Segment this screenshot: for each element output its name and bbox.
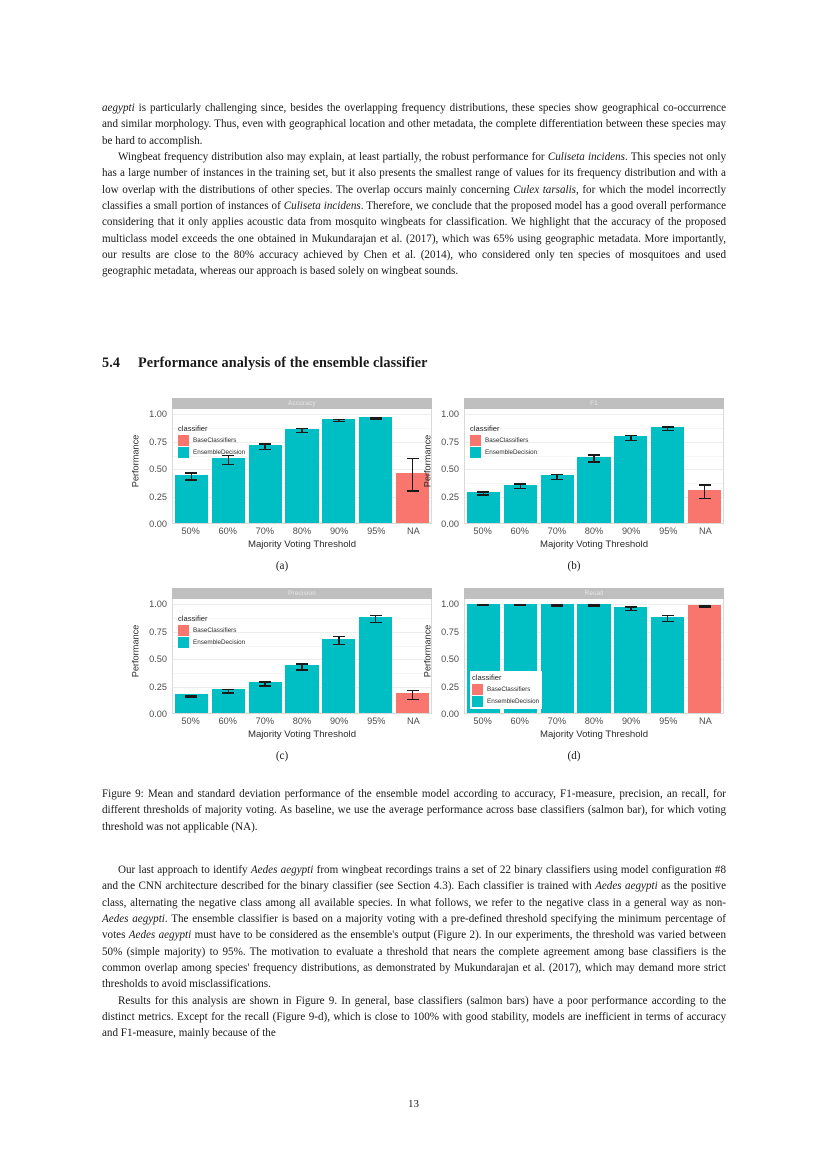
plot-area <box>464 588 724 714</box>
y-tick-label: 1.00 <box>441 409 459 420</box>
error-bar-cap <box>588 454 600 455</box>
y-axis-label: Performance <box>130 434 141 488</box>
bar <box>249 682 282 713</box>
error-bar-cap <box>222 464 234 465</box>
y-tick-label: 0.25 <box>149 681 167 692</box>
legend-item <box>472 684 539 695</box>
error-bar-cap <box>662 426 674 427</box>
y-tick-label: 0.75 <box>441 626 459 637</box>
y-tick-label: 0.50 <box>149 464 167 475</box>
legend-label: BaseClassifiers <box>487 686 531 693</box>
bar <box>285 429 318 523</box>
x-tick-label: 95% <box>659 526 678 536</box>
legend-item <box>470 447 537 458</box>
y-tick-label: 0.75 <box>441 436 459 447</box>
y-axis-ticks <box>142 588 170 719</box>
error-bar-cap <box>625 610 637 611</box>
section-number: 5.4 <box>102 355 121 371</box>
error-bar-cap <box>259 443 271 444</box>
x-axis-ticks <box>172 716 432 729</box>
error-bar-cap <box>296 669 308 670</box>
y-tick-label: 0.00 <box>149 709 167 719</box>
error-bar-cap <box>370 418 382 419</box>
x-tick-label: NA <box>699 716 712 726</box>
legend-label: BaseClassifiers <box>485 437 529 444</box>
paragraph-2 <box>102 149 726 280</box>
y-tick-label: 0.75 <box>149 436 167 447</box>
legend-item <box>470 435 537 446</box>
x-tick-label: 60% <box>510 716 529 726</box>
bar <box>651 617 684 713</box>
x-axis-label: Majority Voting Threshold <box>247 729 357 740</box>
y-tick-label: 0.25 <box>149 491 167 502</box>
error-bar-cap <box>662 615 674 616</box>
subcaption-a: (a) <box>275 560 289 572</box>
panel-background <box>172 599 432 714</box>
error-bar-cap <box>407 690 419 691</box>
error-bar-cap <box>222 689 234 690</box>
bar <box>541 604 574 713</box>
y-tick-label: 1.00 <box>441 599 459 610</box>
chart-legend <box>470 424 537 458</box>
panel-strip-title: F1 <box>464 398 724 409</box>
error-bar-cap <box>514 488 526 489</box>
y-axis-ticks <box>434 398 462 529</box>
error-bar-cap <box>296 432 308 433</box>
error-bar <box>412 690 413 699</box>
error-bar-cap <box>259 681 271 682</box>
legend-key-ensemble-decision <box>178 447 189 458</box>
x-tick-label: 70% <box>255 526 275 536</box>
x-tick-label: 50% <box>181 526 200 536</box>
x-tick-label: 95% <box>659 716 678 726</box>
y-tick-label: 1.00 <box>149 409 167 420</box>
plot-area <box>464 398 724 524</box>
bar <box>688 605 721 713</box>
x-tick-label: 70% <box>547 526 567 536</box>
y-tick-label: 1.00 <box>149 599 167 610</box>
legend-item <box>178 435 245 446</box>
error-bar-cap <box>662 621 674 622</box>
paragraph-block-bottom <box>102 862 726 1042</box>
panel-background <box>172 409 432 524</box>
page-number: 13 <box>408 1098 419 1110</box>
figure-panel-grid <box>102 398 726 762</box>
chart-panel-accuracy <box>132 398 432 558</box>
x-tick-label: NA <box>699 526 712 536</box>
panel-strip-title: Accuracy <box>172 398 432 409</box>
legend-item <box>178 637 245 648</box>
legend-title: classifier <box>178 424 208 433</box>
x-tick-label: NA <box>407 526 420 536</box>
error-bar-cap <box>407 699 419 700</box>
y-tick-label: 0.50 <box>441 654 459 665</box>
x-tick-label: 60% <box>218 526 237 536</box>
legend-key-base-classifiers <box>470 435 481 446</box>
bar <box>577 604 610 713</box>
error-bar-cap <box>259 685 271 686</box>
chart-panel-precision <box>132 588 432 748</box>
error-bar-cap <box>296 428 308 429</box>
x-tick-label: 80% <box>292 526 312 536</box>
y-tick-label: 0.00 <box>441 709 459 719</box>
panel-strip-title: Precision <box>172 588 432 599</box>
paragraph-4-text: Results for this analysis are shown in Figure 9. In general, base classifiers (salmon bars) have a poor performance according to the distinct metrics. Except for the recall (Figure 9-d), which is close to 100% with good stability, models are inefficient in terms of accuracy and F1-measure, mainly because of the <box>102 994 726 1040</box>
section-title: Performance analysis of the ensemble classifier <box>138 355 428 371</box>
error-bar-cap <box>185 472 197 473</box>
x-tick-label: 60% <box>218 716 237 726</box>
figure-9 <box>102 398 726 762</box>
y-tick-label: 0.25 <box>441 491 459 502</box>
legend-item <box>472 696 539 707</box>
legend-title: classifier <box>178 614 208 623</box>
paragraph-1-rest: is particularly challenging since, besides the overlapping frequency distributions, these species show geographical co-occurrence and similar morphology. Thus, even with geographical location and other metadata, the complete differentiation between these species may be hard to accomplish. <box>102 102 726 147</box>
x-tick-label: 80% <box>584 716 604 726</box>
bar <box>322 639 355 713</box>
y-tick-label: 0.25 <box>441 681 459 692</box>
bar <box>249 445 282 523</box>
bar <box>504 485 537 523</box>
error-bar-cap <box>699 606 711 607</box>
error-bar-cap <box>588 461 600 462</box>
bar <box>651 427 684 523</box>
error-bar-cap <box>551 605 563 606</box>
paragraph-1 <box>102 100 726 149</box>
plot-area <box>172 398 432 524</box>
error-bar <box>412 458 413 490</box>
paragraph-3-text: Our last approach to identify Aedes aegypti from wingbeat recordings trains a set of 22 binary classifiers using model configuration #8 and the CNN architecture described for the binary classifier (see Section 4.3). Each classifier is trained with Aedes aegypti as the positive class, alternating the negative class among all available species. In what follows, we refer to the negative class in a general way as non-Aedes aegypti. The ensemble classifier is based on a majority voting with a pre-defined threshold specifying the minimum percentage of votes Aedes aegypti must have to be considered as the ensemble's output (Figure 2). In our experiments, the threshold was varied between 50% (simple majority) to 95%. The motivation to evaluate a threshold that nears the complete agreement among base classifiers is the common overlap among species' frequency distributions, as demonstrated by Mukundarajan et al. (2017), which may demand more strict thresholds to avoid misclassifications. <box>102 864 726 991</box>
bar <box>285 665 318 713</box>
plot-area <box>172 588 432 714</box>
error-bar-cap <box>407 458 419 459</box>
error-bar-cap <box>625 440 637 441</box>
error-bar-cap <box>514 483 526 484</box>
error-bar-cap <box>551 479 563 480</box>
legend-key-base-classifiers <box>472 684 483 695</box>
error-bar-cap <box>407 490 419 491</box>
paragraph-4 <box>102 993 726 1042</box>
error-bar-cap <box>477 605 489 606</box>
error-bar-cap <box>514 605 526 606</box>
x-tick-label: 90% <box>621 526 641 536</box>
chart-legend <box>470 671 542 709</box>
legend-key-base-classifiers <box>178 625 189 636</box>
error-bar-cap <box>185 479 197 480</box>
panel-background <box>464 599 724 714</box>
error-bar-cap <box>370 622 382 623</box>
paragraph-block-top <box>102 100 726 280</box>
x-axis-label: Majority Voting Threshold <box>539 729 649 740</box>
y-axis-label: Performance <box>422 624 433 678</box>
error-bar-cap <box>625 435 637 436</box>
panel-background <box>464 409 724 524</box>
error-bar-cap <box>185 696 197 697</box>
y-tick-label: 0.00 <box>441 519 459 529</box>
bar <box>175 475 208 523</box>
bar <box>359 617 392 713</box>
x-tick-label: 90% <box>329 526 349 536</box>
legend-key-ensemble-decision <box>178 637 189 648</box>
y-tick-label: 0.50 <box>441 464 459 475</box>
paragraph-3 <box>102 862 726 993</box>
bar <box>541 475 574 523</box>
y-tick-label: 0.75 <box>149 626 167 637</box>
y-tick-label: 0.00 <box>149 519 167 529</box>
error-bar-cap <box>477 491 489 492</box>
x-axis-label: Majority Voting Threshold <box>539 539 649 550</box>
legend-item <box>178 447 245 458</box>
y-tick-label: 0.50 <box>149 654 167 665</box>
error-bar-cap <box>222 692 234 693</box>
x-tick-label: 50% <box>181 716 200 726</box>
legend-label: EnsembleDecision <box>193 639 246 646</box>
figure-caption: Figure 9: Mean and standard deviation performance of the ensemble model according to accuracy, F1-measure, precision, an recall, for different thresholds of majority voting. As baseline, we use the average performance across base classifiers (salmon bar), for which voting threshold was not applicable (NA). <box>102 788 726 833</box>
error-bar <box>704 484 705 498</box>
chart-legend <box>178 614 245 648</box>
x-tick-label: 90% <box>621 716 641 726</box>
chart-legend <box>178 424 245 458</box>
legend-label: EnsembleDecision <box>487 698 540 705</box>
bar <box>359 417 392 523</box>
error-bar-cap <box>333 644 345 645</box>
error-bar-cap <box>588 606 600 607</box>
x-tick-label: NA <box>407 716 420 726</box>
legend-label: BaseClassifiers <box>193 627 237 634</box>
subcaption-d: (d) <box>567 750 581 762</box>
subcaption-c: (c) <box>275 750 289 762</box>
legend-item <box>178 625 245 636</box>
error-bar-cap <box>662 430 674 431</box>
y-axis-label: Performance <box>130 624 141 678</box>
legend-key-ensemble-decision <box>470 447 481 458</box>
x-tick-label: 70% <box>255 716 275 726</box>
x-tick-label: 90% <box>329 716 349 726</box>
error-bar-cap <box>477 494 489 495</box>
section-heading <box>102 355 726 372</box>
x-axis-ticks <box>464 526 724 539</box>
x-tick-label: 80% <box>584 526 604 536</box>
x-tick-label: 50% <box>473 526 492 536</box>
error-bar-cap <box>259 449 271 450</box>
error-bar-cap <box>551 474 563 475</box>
x-tick-label: 60% <box>510 526 529 536</box>
legend-title: classifier <box>472 673 502 682</box>
x-axis-ticks <box>464 716 724 729</box>
legend-label: BaseClassifiers <box>193 437 237 444</box>
error-bar-cap <box>370 615 382 616</box>
species-name-italic: aegypti <box>102 102 135 114</box>
error-bar-cap <box>699 484 711 485</box>
panel-strip-title: Recall <box>464 588 724 599</box>
bar <box>212 458 245 523</box>
legend-label: EnsembleDecision <box>193 449 246 456</box>
error-bar-cap <box>625 606 637 607</box>
x-axis-ticks <box>172 526 432 539</box>
x-axis-label: Majority Voting Threshold <box>247 539 357 550</box>
x-tick-label: 50% <box>473 716 492 726</box>
error-bar-cap <box>333 636 345 637</box>
error-bar-cap <box>699 498 711 499</box>
bar <box>322 419 355 523</box>
chart-panel-f1 <box>424 398 724 558</box>
x-tick-label: 80% <box>292 716 312 726</box>
legend-key-ensemble-decision <box>472 696 483 707</box>
x-tick-label: 95% <box>367 526 386 536</box>
y-axis-ticks <box>434 588 462 719</box>
bar <box>614 436 647 523</box>
error-bar-cap <box>296 663 308 664</box>
x-tick-label: 95% <box>367 716 386 726</box>
y-axis-ticks <box>142 398 170 529</box>
bar <box>467 492 500 523</box>
paragraph-2-text: Wingbeat frequency distribution also may explain, at least partially, the robust performance for Culiseta incidens. This species not only has a large number of instances in the training set, but it also presents the smallest range of values for its frequency distribution and with a low overlap with the distributions of other species. The overlap occurs mainly concerning Culex tarsalis, for which the model incorrectly classifies a small portion of instances of Culiseta incidens. Therefore, we conclude that the proposed model has a good overall performance considering that it only applies acoustic data from mosquito wingbeats for classification. We highlight that the accuracy of the proposed multiclass model exceeds the one obtained in Mukundarajan et al. (2017), which was 65% using geographic metadata. More importantly, our results are close to the 80% accuracy achieved by Chen et al. (2014), who considered only ten species of mosquitoes and used geographic metadata, whereas our approach is based solely on wingbeat sounds. <box>102 151 726 278</box>
chart-panel-recall <box>424 588 724 748</box>
x-tick-label: 70% <box>547 716 567 726</box>
subcaption-b: (b) <box>567 560 581 572</box>
bar <box>577 457 610 523</box>
legend-title: classifier <box>470 424 500 433</box>
y-axis-label: Performance <box>422 434 433 488</box>
error-bar-cap <box>333 421 345 422</box>
bar <box>614 607 647 713</box>
legend-key-base-classifiers <box>178 435 189 446</box>
legend-label: EnsembleDecision <box>485 449 538 456</box>
